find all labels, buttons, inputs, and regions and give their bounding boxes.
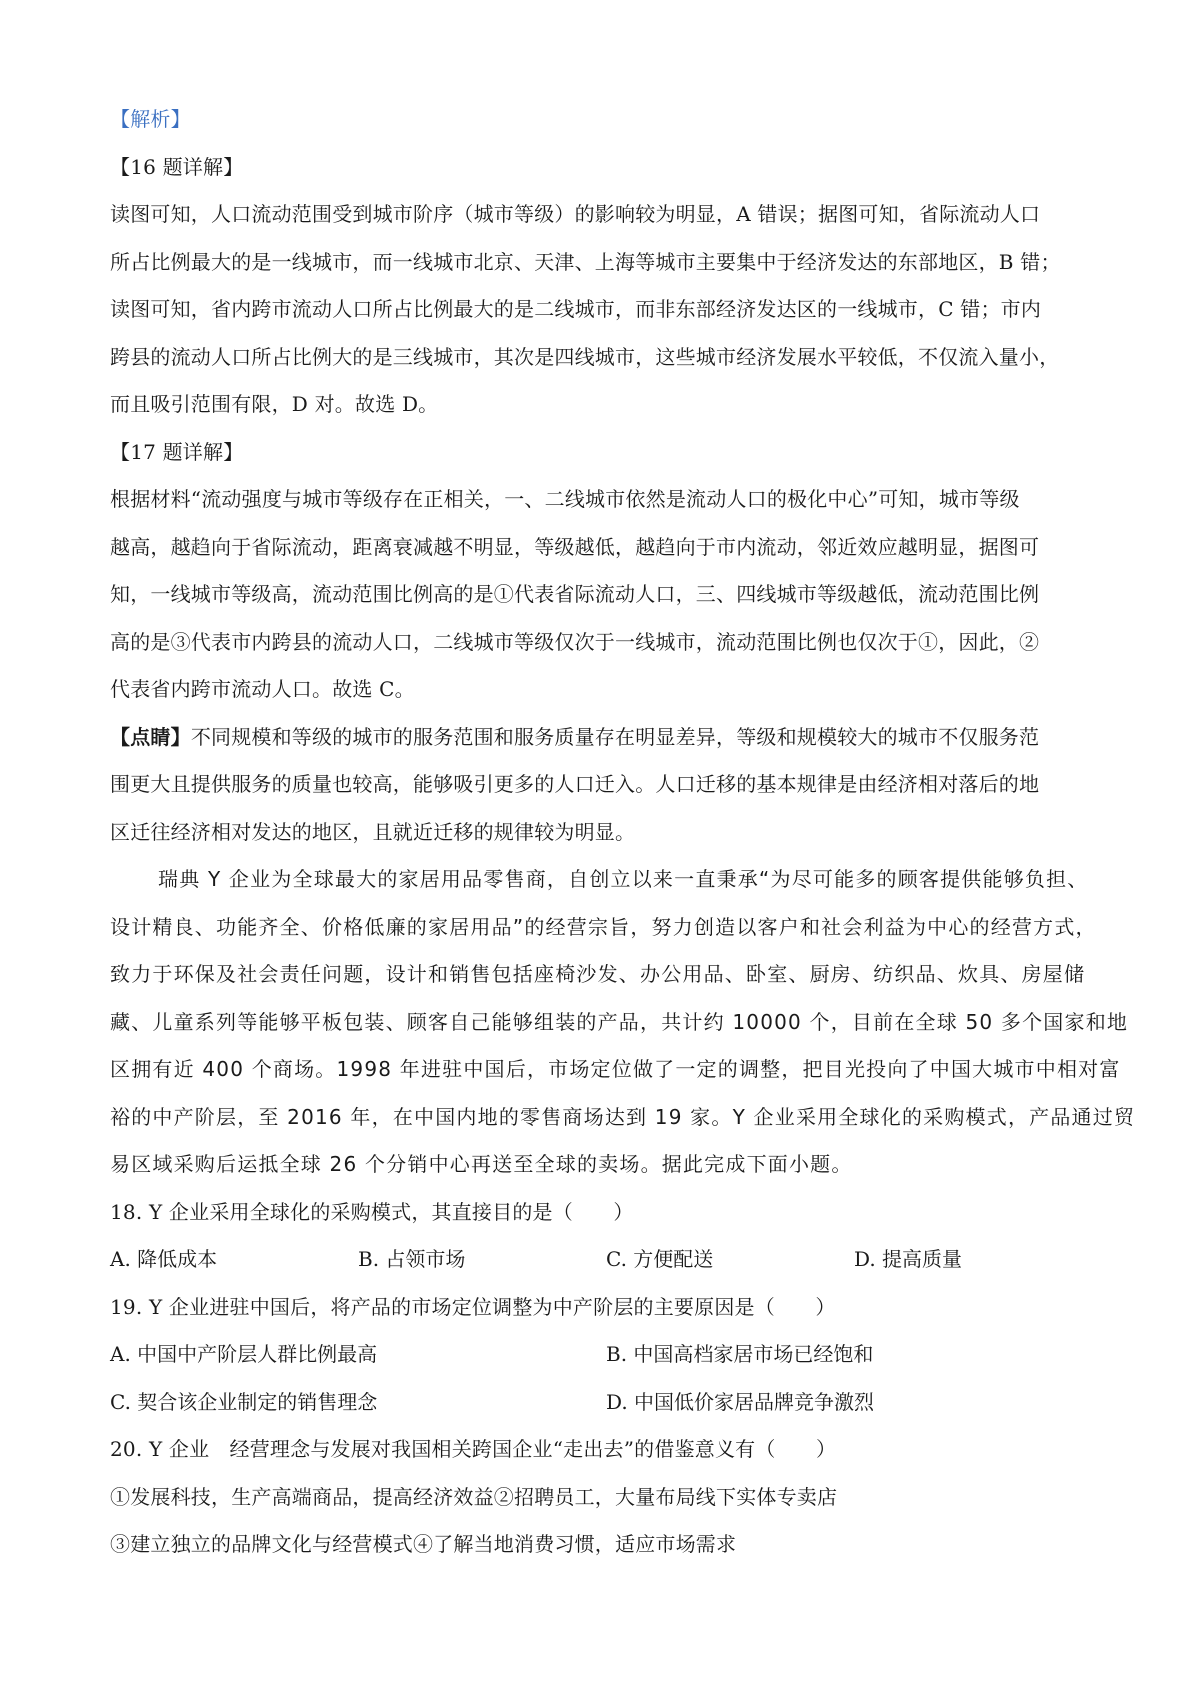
q17-line: 根据材料“流动强度与城市等级存在正相关，一、二线城市依然是流动人口的极化中心”可知，城市等级 bbox=[110, 487, 1020, 511]
q17-explanation bbox=[110, 429, 1100, 714]
q17-heading: 【17 题详解】 bbox=[110, 439, 244, 464]
q19-option-a: A. 中国中产阶层人群比例最高 bbox=[110, 1342, 378, 1366]
q18-options bbox=[110, 1236, 1100, 1284]
question-20 bbox=[110, 1426, 1100, 1569]
q19-stem: 19. Y 企业进驻中国后，将产品的市场定位调整为中产阶层的主要原因是（ ） bbox=[110, 1294, 836, 1319]
q18-option-d: D. 提高质量 bbox=[854, 1247, 963, 1271]
document-page bbox=[110, 96, 1136, 1569]
q17-line: 知，一线城市等级高，流动范围比例高的是①代表省际流动人口，三、四线城市等级越低，流动范围比例 bbox=[110, 582, 1040, 606]
question-19 bbox=[110, 1284, 1100, 1427]
analysis-heading: 【解析】 bbox=[110, 107, 191, 131]
q19-option-c: C. 契合该企业制定的销售理念 bbox=[110, 1389, 378, 1414]
q16-line: 而且吸引范围有限，D 对。故选 D。 bbox=[110, 392, 439, 416]
material-line: 裕的中产阶层，至 2016 年，在中国内地的零售商场达到 19 家。Y 企业采用全球化的采购模式，产品通过贸 bbox=[110, 1104, 1136, 1129]
tip-text: 不同规模和等级的城市的服务范围和服务质量存在明显差异，等级和规模较大的城市不仅服务范 bbox=[190, 724, 1040, 749]
q16-heading: 【16 题详解】 bbox=[110, 154, 244, 179]
q17-line: 代表省内跨市流动人口。故选 C。 bbox=[110, 677, 415, 701]
q17-line: 越高，越趋向于省际流动，距离衰减越不明显，等级越低，越趋向于市内流动，邻近效应越明显，据图可 bbox=[110, 534, 1040, 559]
q19-option-b: B. 中国高档家居市场已经饱和 bbox=[606, 1342, 874, 1366]
q16-line: 读图可知，省内跨市流动人口所占比例最大的是二线城市，而非东部经济发达区的一线城市，C 错；市内 bbox=[110, 297, 1042, 321]
tip-line: 围更大且提供服务的质量也较高，能够吸引更多的人口迁入。人口迁移的基本规律是由经济相对落后的地 bbox=[110, 772, 1040, 796]
q19-options-row-2 bbox=[110, 1379, 1100, 1427]
q18-stem: 18. Y 企业采用全球化的采购模式，其直接目的是（ ） bbox=[110, 1199, 634, 1224]
material-passage bbox=[110, 856, 1136, 1189]
q20-statement-line: ①发展科技，生产高端商品，提高经济效益②招聘员工，大量布局线下实体专卖店 bbox=[110, 1484, 838, 1509]
q16-line: 读图可知，人口流动范围受到城市阶序（城市等级）的影响较为明显，A 错误；据图可知，省际流动人口 bbox=[110, 202, 1041, 226]
q17-line: 高的是③代表市内跨县的流动人口，二线城市等级仅次于一线城市，流动范围比例也仅次于①，因此，② bbox=[110, 629, 1040, 654]
q20-stem: 20. Y 企业 经营理念与发展对我国相关跨国企业“走出去”的借鉴意义有（ ） bbox=[110, 1437, 837, 1461]
material-line: 易区域采购后运抵全球 26 个分销中心再送至全球的卖场。据此完成下面小题。 bbox=[110, 1152, 853, 1176]
material-line: 设计精良、功能齐全、价格低廉的家居用品”的经营宗旨，努力创造以客户和社会利益为中心的经营方式， bbox=[110, 914, 1097, 939]
q20-statement-line: ③建立独立的品牌文化与经营模式④了解当地消费习惯，适应市场需求 bbox=[110, 1532, 737, 1556]
tip-first-line bbox=[110, 714, 1100, 762]
material-line: 致力于环保及社会责任问题，设计和销售包括座椅沙发、办公用品、卧室、厨房、纺织品、炊具、房屋储 bbox=[110, 962, 1086, 986]
q19-option-d: D. 中国低价家居品牌竞争激烈 bbox=[606, 1389, 875, 1414]
q16-line: 所占比例最大的是一线城市，而一线城市北京、天津、上海等城市主要集中于经济发达的东部地区，B 错； bbox=[110, 249, 1061, 274]
q16-explanation bbox=[110, 144, 1100, 429]
q19-options-row-1 bbox=[110, 1331, 1100, 1379]
question-18 bbox=[110, 1189, 1100, 1284]
tip-tag: 【点睛】 bbox=[110, 724, 191, 749]
tip-line: 区迁往经济相对发达的地区，且就近迁移的规律较为明显。 bbox=[110, 819, 636, 844]
material-line: 瑞典 Y 企业为全球最大的家居用品零售商，自创立以来一直秉承“为尽可能多的顾客提供能够负担、 bbox=[158, 867, 1089, 891]
q16-line: 跨县的流动人口所占比例大的是三线城市，其次是四线城市，这些城市经济发展水平较低，不仅流入量小， bbox=[110, 344, 1060, 369]
q18-option-b: B. 占领市场 bbox=[358, 1247, 466, 1271]
tip-section bbox=[110, 714, 1100, 857]
q18-option-c: C. 方便配送 bbox=[606, 1247, 714, 1271]
material-line: 藏、儿童系列等能够平板包装、顾客自己能够组装的产品，共计约 10000 个，目前在全球 50 多个国家和地 bbox=[110, 1009, 1129, 1034]
q18-option-a: A. 降低成本 bbox=[110, 1247, 218, 1271]
material-line: 区拥有近 400 个商场。1998 年进驻中国后，市场定位做了一定的调整，把目光投向了中国大城市中相对富 bbox=[110, 1057, 1121, 1081]
